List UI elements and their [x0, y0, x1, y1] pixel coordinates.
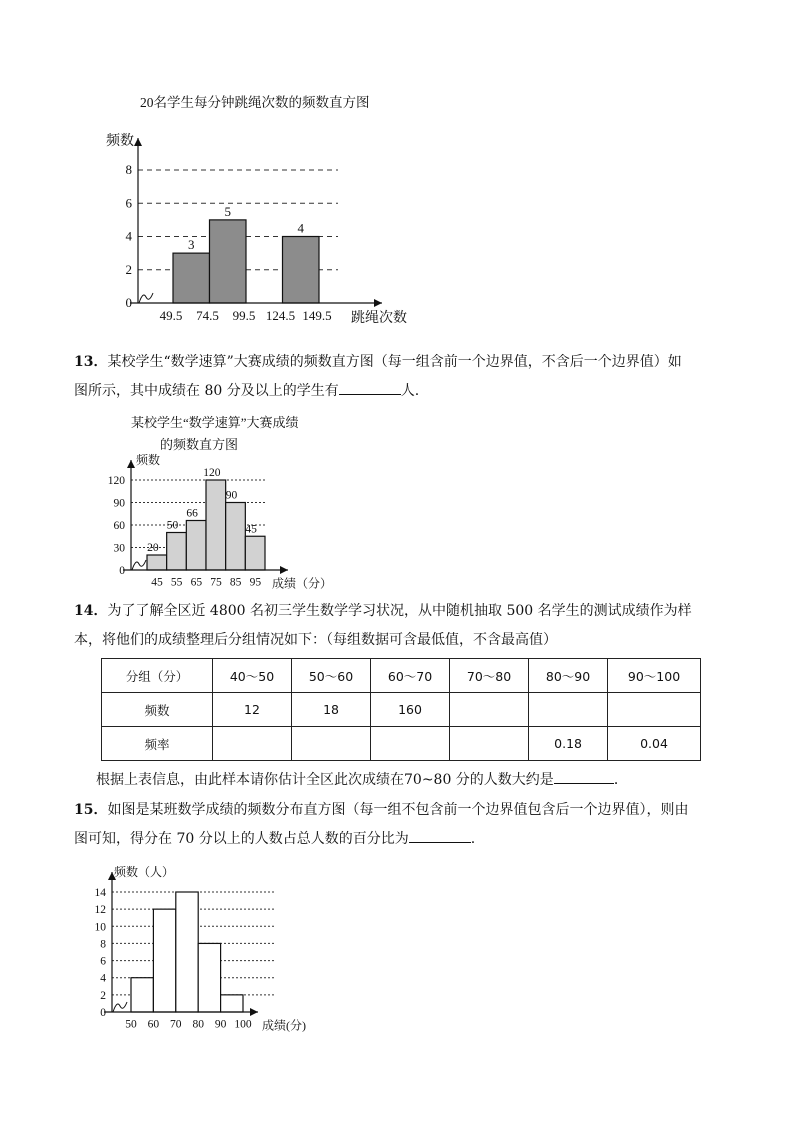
x-axis-label: 成绩(分) [262, 1018, 306, 1033]
q13-number: 13． [74, 354, 108, 370]
x-tick-label: 55 [170, 576, 183, 589]
q13-text-c: 人. [400, 383, 420, 399]
table-cell[interactable] [529, 693, 608, 727]
y-tick-label: 6 [100, 955, 106, 968]
y-tick-label: 8 [100, 938, 106, 951]
chart-jump-rope [0, 0, 794, 344]
table-cell[interactable] [292, 727, 371, 761]
x-axis-arrow [250, 1008, 258, 1016]
q14-final-line [96, 766, 746, 795]
y-axis-arrow [134, 138, 142, 146]
question-15 [74, 796, 724, 854]
axis-break-mark [139, 293, 153, 303]
x-tick-label: 65 [190, 576, 203, 589]
histogram-bar [245, 536, 265, 570]
y-tick-label: 4 [100, 972, 106, 985]
histogram-bar [210, 220, 247, 303]
chart-class-scores-svg [0, 858, 794, 1043]
x-tick-label: 124.5 [265, 308, 296, 323]
chart-title: 20名学生每分钟跳绳次数的频数直方图 [140, 95, 370, 110]
x-tick-label: 49.5 [159, 308, 183, 323]
x-tick-label: 75 [210, 576, 222, 589]
y-tick-label: 90 [113, 497, 125, 510]
q14-text-a: 为了了解全区近 4800 名初三学生数学学习状况，从中随机抽取 500 名学生的测试成绩作为样 [107, 603, 692, 619]
table-cell: 分组（分） [102, 659, 213, 693]
table-cell: 60～70 [371, 659, 450, 693]
histogram-bar [186, 521, 206, 571]
x-tick-label: 149.5 [302, 308, 332, 323]
q15-line-1 [74, 796, 724, 825]
x-tick-label: 100 [234, 1018, 252, 1031]
table-cell[interactable] [450, 727, 529, 761]
y-tick-label: 60 [113, 520, 125, 532]
table-cell: 0.18 [529, 727, 608, 761]
table-cell: 50～60 [292, 659, 371, 693]
x-tick-label: 50 [125, 1018, 137, 1031]
q15-text-c: . [470, 831, 476, 847]
bar-data-label: 20 [147, 542, 159, 554]
table-cell: 90～100 [608, 659, 701, 693]
x-axis-label: 跳绳次数 [351, 311, 407, 326]
y-tick-label: 6 [125, 195, 132, 211]
y-tick-label: 10 [94, 921, 106, 934]
question-13 [74, 348, 724, 406]
chart-jump-rope-svg [0, 0, 794, 340]
histogram-bar [198, 943, 220, 1012]
histogram-bar [206, 480, 226, 570]
x-tick-label: 95 [249, 576, 262, 589]
bar-data-label: 45 [245, 523, 257, 536]
chart-class-scores [0, 858, 794, 1047]
q14-text-b: 本，将他们的成绩整理后分组情况如下：（每组数据可含最低值，不含最高值） [74, 632, 557, 648]
q14-line-2 [74, 626, 724, 655]
y-axis-label: 频数（人） [114, 865, 175, 879]
y-tick-label: 2 [125, 261, 132, 277]
table-cell[interactable] [371, 727, 450, 761]
axis-break-mark [113, 1002, 127, 1012]
histogram-bar [167, 533, 187, 571]
q13-answer-blank[interactable] [339, 380, 401, 395]
table-cell: 80～90 [529, 659, 608, 693]
x-tick-label: 60 [147, 1018, 160, 1031]
y-tick-label: 120 [107, 475, 125, 487]
axis-break-mark [132, 560, 146, 570]
histogram-bar [226, 503, 246, 571]
table-cell: 40～50 [213, 659, 292, 693]
bar-data-label: 90 [225, 489, 238, 502]
x-tick-label: 70 [170, 1018, 182, 1031]
table-cell: 频率 [102, 727, 213, 761]
table-cell: 0.04 [608, 727, 701, 761]
q14-line-1 [74, 597, 724, 626]
bar-data-label: 4 [297, 220, 304, 236]
table-cell: 18 [292, 693, 371, 727]
histogram-bar [221, 995, 243, 1012]
bar-data-label: 50 [166, 519, 179, 532]
bar-data-label: 66 [186, 507, 198, 520]
x-tick-label: 90 [214, 1018, 227, 1031]
q15-text-b: 图可知，得分在 70 分以上的人数占总人数的百分比为 [74, 831, 409, 847]
table-cell: 12 [213, 693, 292, 727]
q13-text-b: 图所示，其中成绩在 80 分及以上的学生有 [74, 383, 339, 399]
x-tick-label: 80 [192, 1018, 204, 1031]
table-cell[interactable] [450, 693, 529, 727]
q14-answer-blank[interactable] [554, 769, 614, 784]
chart-math-contest [0, 400, 794, 599]
y-tick-label: 14 [94, 887, 106, 899]
q14-group-table [101, 658, 701, 761]
table-cell: 160 [371, 693, 450, 727]
bar-data-label: 3 [188, 237, 195, 253]
y-axis-label: 频数 [136, 453, 161, 467]
histogram-bar [153, 909, 175, 1012]
x-tick-label: 85 [229, 576, 242, 589]
y-tick-label: 8 [125, 162, 132, 177]
x-axis-label: 成绩（分） [272, 576, 333, 591]
histogram-bar [173, 253, 210, 303]
question-14 [74, 597, 724, 655]
chart-title: 某校学生“数学速算”大赛成绩 [131, 415, 299, 430]
q15-line-2 [74, 825, 724, 854]
bar-data-label: 5 [224, 203, 231, 219]
y-tick-label: 4 [125, 228, 132, 244]
table-cell: 70～80 [450, 659, 529, 693]
x-tick-label: 45 [151, 576, 163, 589]
y-tick-label: 0 [100, 1007, 106, 1019]
x-tick-label: 74.5 [196, 308, 219, 323]
x-axis-arrow [280, 566, 288, 574]
y-tick-label: 30 [113, 542, 125, 555]
q15-text-a: 如图是某班数学成绩的频数分布直方图（每一组不包含前一个边界值包含后一个边界值），则由 [107, 802, 689, 818]
q14-text-c: 根据上表信息，由此样本请你估计全区此次成绩在70~80 分的人数大约是 [96, 772, 554, 788]
table-cell: 频数 [102, 693, 213, 727]
y-tick-label: 0 [119, 565, 125, 577]
q13-text-a: 某校学生“数学速算”大赛成绩的频数直方图（每一组含前一个边界值，不含后一个边界值）如 [107, 354, 682, 370]
histogram-bar [131, 978, 153, 1012]
table-row-rate [102, 727, 701, 761]
y-axis-arrow [127, 460, 135, 468]
y-axis-label: 频数 [106, 134, 134, 149]
x-tick-label: 99.5 [232, 308, 256, 323]
histogram-bar [176, 892, 198, 1012]
table-row-frequency [102, 693, 701, 727]
table-row-header [102, 659, 701, 693]
q15-answer-blank[interactable] [409, 828, 471, 843]
q15-number: 15． [74, 802, 108, 818]
q14-text-d: ． [613, 772, 628, 788]
bar-data-label: 120 [203, 467, 221, 479]
histogram-bar [147, 555, 167, 570]
table-cell[interactable] [213, 727, 292, 761]
chart-math-contest-svg [0, 400, 794, 595]
chart-subtitle: 的频数直方图 [160, 437, 239, 452]
y-tick-label: 0 [125, 295, 132, 310]
q13-line-1 [74, 348, 724, 377]
table-cell[interactable] [608, 693, 701, 727]
q14-number: 14． [74, 603, 108, 619]
y-tick-label: 2 [100, 989, 106, 1002]
y-tick-label: 12 [94, 904, 106, 917]
x-axis-arrow [374, 299, 382, 307]
histogram-bar [283, 237, 320, 304]
